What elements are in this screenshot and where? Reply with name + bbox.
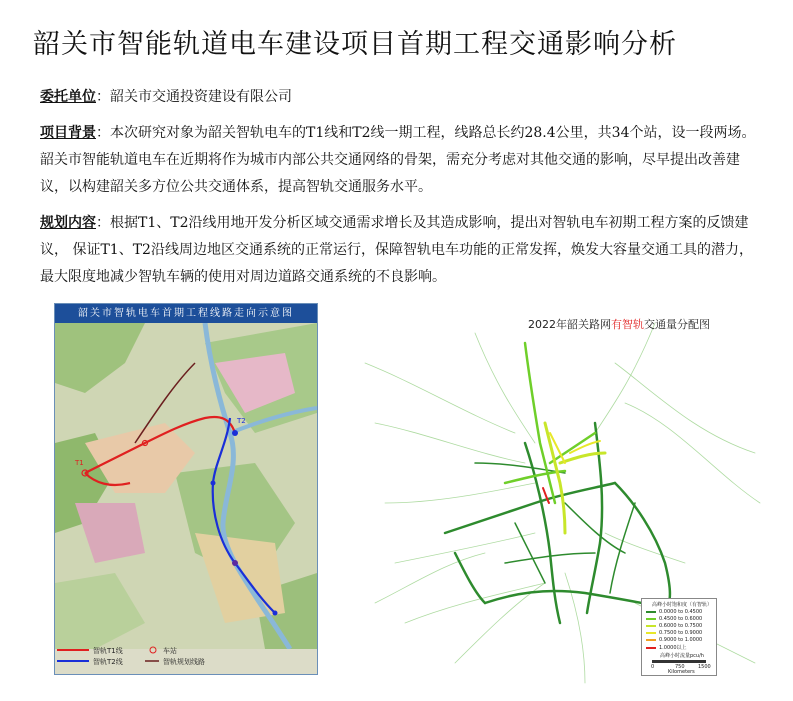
scale-unit: Kilometers	[668, 669, 695, 675]
route-map-image	[55, 323, 317, 649]
legend-station: 车站	[163, 647, 177, 655]
route-map	[54, 303, 318, 675]
legend-row: 0.7500 to 0.9000	[659, 630, 703, 636]
traffic-map-title-highlight: 有智轨	[611, 318, 644, 331]
legend-swatch	[646, 611, 656, 613]
traffic-map-legend	[641, 598, 717, 676]
legend-swatch	[646, 618, 656, 620]
t1-label: T1	[75, 459, 84, 467]
legend-t1: 智轨T1线	[93, 647, 123, 655]
scale-label-2: 1500	[698, 664, 711, 670]
legend-volume: 高峰小时流量pcu/h	[660, 653, 704, 659]
legend-t2: 智轨T2线	[93, 658, 123, 666]
background-paragraph	[40, 120, 762, 201]
page-title: 韶关市智能轨道电车建设项目首期工程交通影响分析	[33, 29, 677, 60]
scale-label-1: 750	[675, 664, 685, 670]
legend-swatch	[646, 625, 656, 627]
planning-label: 规划内容	[40, 215, 96, 231]
scale-label-0: 0	[651, 664, 655, 670]
t2-label: T2	[237, 417, 246, 425]
scale-bar	[652, 660, 706, 663]
legend-row: 0.4500 to 0.6000	[659, 616, 703, 622]
legend-row: 0.0000 to 0.4500	[659, 609, 703, 615]
planning-paragraph	[40, 210, 762, 291]
legend-row: 0.6000 to 0.7500	[659, 623, 703, 629]
background-text: ：本次研究对象为韶关智轨电车的T1线和T2线一期工程，线路总长约28.4公里，共34个站，设一段两场。韶关市智能轨道电车在近期将作为城市内部公共交通网络的骨架，需充分考虑对其他交通的影响，尽早提出改善建议，以构建韶关多方位公共交通体系，提高智轨交通服务水平。	[40, 125, 756, 195]
legend-swatch	[646, 647, 656, 649]
traffic-map-title	[528, 316, 710, 332]
legend-swatch	[646, 639, 656, 641]
client-label: 委托单位	[40, 89, 96, 105]
route-map-header: 韶关市智轨电车首期工程线路走向示意图	[55, 304, 317, 323]
traffic-map-title-post: 交通量分配图	[644, 318, 710, 331]
legend-row: 0.9000 to 1.0000	[659, 637, 703, 643]
traffic-map-title-pre: 2022年韶关路网	[528, 318, 611, 331]
planning-text: ：根据T1、T2沿线用地开发分析区域交通需求增长及其造成影响，提出对智轨电车初期工程方案的反馈建议， 保证T1、T2沿线周边地区交通系统的正常运行，保障智轨电车功能的正常发挥，焕发大容量交通工具的潜力， 最大限度地减少智轨车辆的使用对周边道路交通系统的不良影响。	[40, 215, 753, 285]
legend-row: 1.0000以上	[659, 645, 687, 651]
client-paragraph	[40, 84, 762, 111]
background-label: 项目背景	[40, 125, 96, 141]
client-text: ：韶关市交通投资建设有限公司	[96, 89, 292, 105]
legend-planned: 智轨规划线路	[163, 658, 205, 666]
legend-swatch	[646, 632, 656, 634]
legend-title: 高峰小时饱和度（有智轨）	[652, 602, 713, 608]
